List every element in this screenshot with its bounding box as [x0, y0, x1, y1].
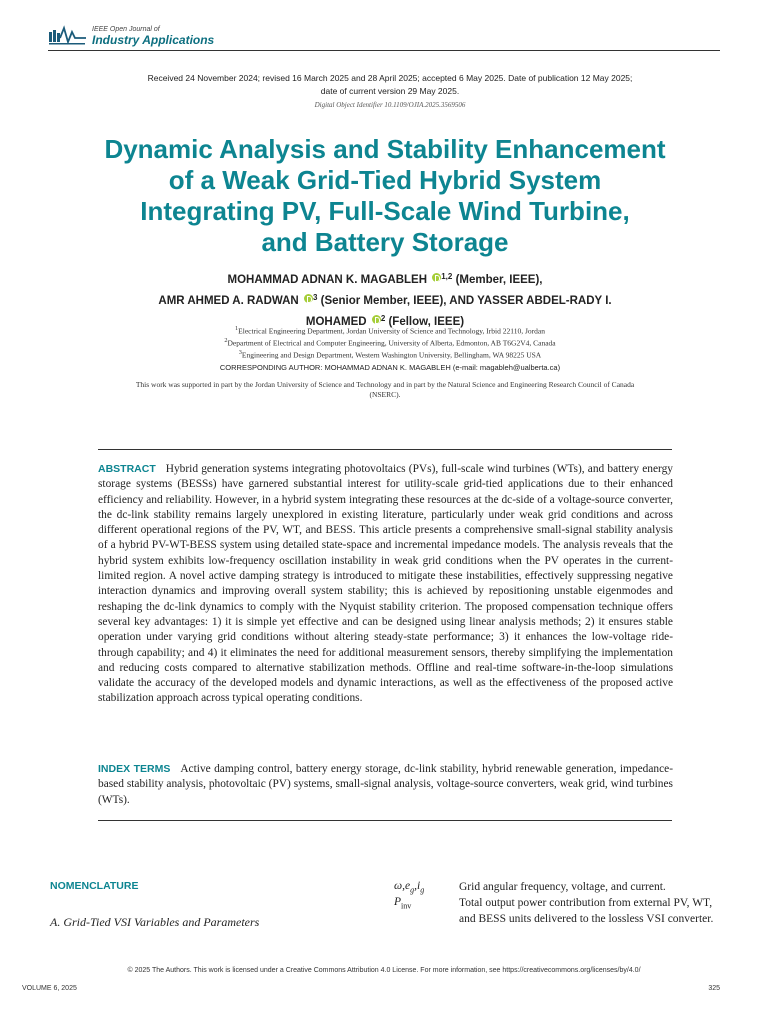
- doi: Digital Object Identifier 10.1109/OJIA.2025.3569506: [314, 101, 466, 109]
- author-2-name: AMR AHMED A. RADWAN: [158, 295, 299, 307]
- author-3-name: MOHAMED: [305, 316, 367, 328]
- author-3-affil: 2: [380, 314, 386, 323]
- affil-3-number: 3: [238, 349, 242, 356]
- affil-3: Engineering and Design Department, Western Washington University, Bellingham, WA 98225 USA: [241, 350, 542, 360]
- orcid-icon[interactable]: [372, 315, 381, 324]
- license-notice: © 2025 The Authors. This work is licensed under a Creative Commons Attribution 4.0 License. For more information, see https://creativecommons.org/licenses/by/4.0/: [127, 967, 641, 974]
- affil-1-number: 1: [235, 325, 239, 332]
- author-1-name: MOHAMMAD ADNAN K. MAGABLEH: [227, 274, 428, 286]
- nomenclature-symbol: $\omega,e_g,i_g$: [394, 880, 425, 895]
- received-line-1: Received 24 November 2024; revised 16 March 2025 and 28 April 2025; accepted 6 May 2025. Date of publication 12 May 2025;: [147, 73, 633, 83]
- page-number: 325: [708, 985, 720, 992]
- authors: [60, 268, 710, 331]
- corresponding-author: CORRESPONDING AUTHOR: MOHAMMAD ADNAN K. MAGABLEH (e-mail: magableh@ualberta.ca): [219, 363, 561, 372]
- author-1-affil: 1,2: [441, 272, 453, 281]
- orcid-icon[interactable]: [304, 294, 313, 303]
- index-terms-text: Active damping control, battery energy storage, dc-link stability, hybrid renewable generation, impedance-based stability analysis, photovoltaic (PV) systems, small-signal analysis, voltage-source converters, weak grid, wind turbines (WTs).: [98, 763, 673, 806]
- affil-2-number: 2: [224, 337, 228, 344]
- journal-name: Industry Applications: [92, 33, 215, 47]
- title-line-3: Integrating PV, Full-Scale Wind Turbine,: [140, 196, 630, 226]
- nomenclature-symbol: $P_{inv}$: [394, 896, 412, 911]
- funding-note: This work was supported in part by the Jordan University of Science and Technology and in part by the Natural Science and Engineering Research Council of Canada (NSERC).: [135, 380, 635, 399]
- received-dates: [90, 72, 690, 98]
- affil-1: Electrical Engineering Department, Jordan University of Science and Technology, Irbid 22110, Jordan: [238, 326, 545, 336]
- received-line-2: date of current version 29 May 2025.: [320, 86, 460, 96]
- title-line-4: and Battery Storage: [261, 227, 509, 257]
- nomenclature-subheading: A. Grid-Tied VSI Variables and Parameters: [50, 915, 260, 929]
- header-rule: [48, 50, 720, 51]
- abstract-top-rule: [98, 449, 672, 450]
- author-2-role: (Senior Member, IEEE), AND YASSER ABDEL-RADY I.: [320, 295, 612, 307]
- paper-title: [50, 134, 720, 258]
- volume: VOLUME 6, 2025: [22, 985, 77, 992]
- index-terms-label: INDEX TERMS: [98, 763, 171, 775]
- nomenclature-definition: Grid angular frequency, voltage, and current.: [459, 881, 666, 893]
- author-3-role: (Fellow, IEEE): [388, 316, 465, 328]
- affil-2: Department of Electrical and Computer Engineering, University of Alberta, Edmonton, AB T6G2V4, Canada: [227, 338, 556, 348]
- abstract-bottom-rule: [98, 820, 672, 821]
- affiliations: [90, 324, 690, 360]
- title-line-1: Dynamic Analysis and Stability Enhancement: [104, 134, 666, 164]
- nomenclature-definition: Total output power contribution from external PV, WT, and BESS units delivered to the lossless VSI converter.: [459, 897, 714, 925]
- nomenclature-heading: NOMENCLATURE: [50, 880, 139, 892]
- abstract: [98, 462, 673, 707]
- index-terms: [98, 762, 673, 808]
- journal-prefix: IEEE Open Journal of: [92, 26, 160, 33]
- title-line-2: of a Weak Grid-Tied Hybrid System: [168, 165, 602, 195]
- ieee-ias-logo-icon: [48, 24, 88, 48]
- abstract-label: ABSTRACT: [98, 463, 156, 475]
- author-1-role: (Member, IEEE),: [455, 274, 543, 286]
- author-2-affil: 3: [312, 293, 318, 302]
- abstract-text: Hybrid generation systems integrating photovoltaics (PVs), full-scale wind turbines (WTs), and battery energy storage systems (BESSs) have garnered substantial interest for utility-scale grid-tied applications due to their enhanced efficiency and reliability. However, in a hybrid system integrating these resources at the dc-side of a voltage-source converter, the dc-link stability remains largely unexplored in existing literature, particularly under weak grid conditions and across different operational regions of the PV, WT, and BESS. This article presents a comprehensive small-signal stability analysis of a hybrid PV-WT-BESS system using detailed state-space and incremental impedance models. The analysis reveals that the hybrid system exhibits low-frequency oscillation instability in weak grid conditions when the PV operates in the current-limited region. A novel active damping strategy is introduced to mitigate these instabilities, effectively suppressing negative interaction dynamics and improving overall system stability; this is achieved by repositioning unstable eigenmodes and reshaping the dc-link dynamics to comply with the Nyquist stability criterion. The proposed compensation technique offers several key advantages: 1) it is simple yet effective and can be designed using linear analysis methods; 2) it ensures stable operation under varying grid conditions without altering steady-state performance; 3) it enhances the low-voltage ride-through capability; and 4) it eliminates the need for additional measurement sensors, thereby simplifying the implementation and reducing costs compared to alternative stabilization methods. Offline and real-time software-in-the-loop simulations validate the accuracy of the developed models and dynamic interactions, as well as the effectiveness of the proposed active stabilization approach across typical operating conditions.: [98, 463, 673, 705]
- orcid-icon[interactable]: [432, 273, 441, 282]
